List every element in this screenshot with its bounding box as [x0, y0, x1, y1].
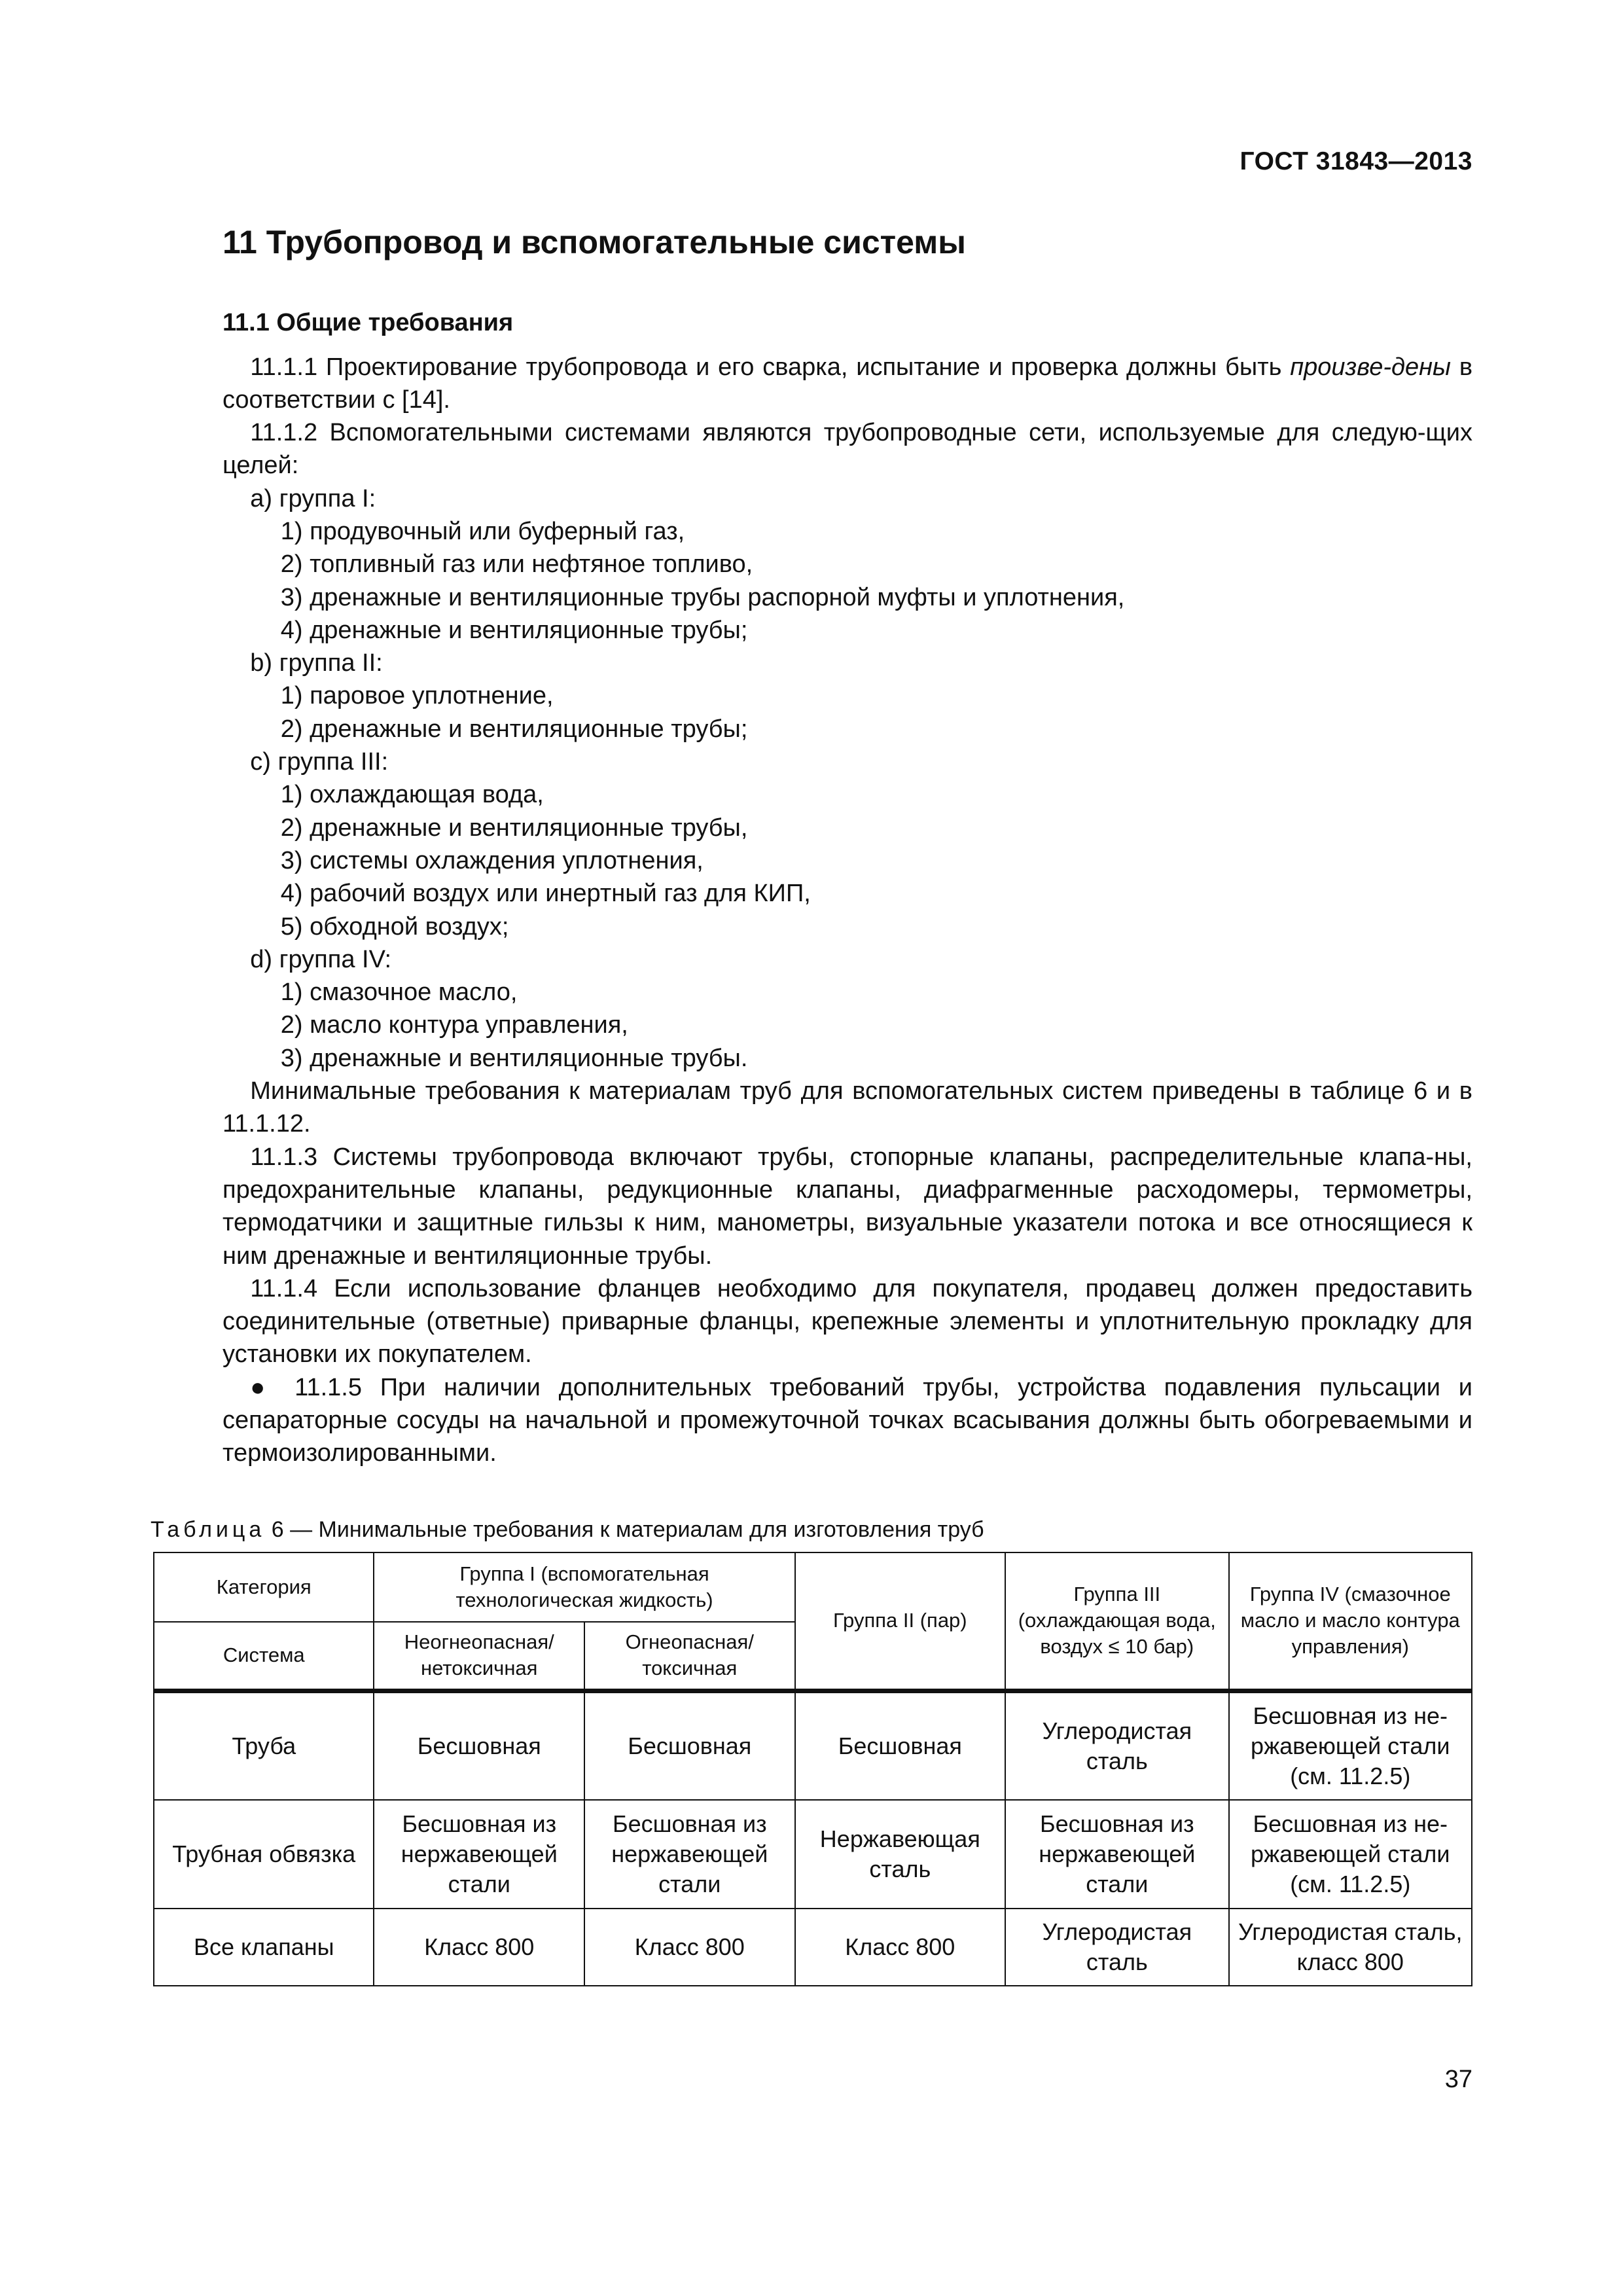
- table-cell: Бесшовная из нержавеющей стали: [584, 1800, 795, 1909]
- group-label: c) группа III:: [250, 748, 389, 776]
- list-item: 2) дренажные и вентиляционные трубы;: [280, 715, 748, 743]
- header-category: Категория: [154, 1552, 374, 1622]
- materials-table: [153, 1552, 1472, 1986]
- table-cell: Бесшовная из нержавеющей стали: [374, 1800, 584, 1909]
- table-cell: Класс 800: [584, 1909, 795, 1986]
- paragraph-text: в соответствии с [14].: [223, 353, 1473, 414]
- table-cell: Бесшовная из не-ржавеющей стали (см. 11.2.5): [1229, 1691, 1472, 1800]
- table-cell: Все клапаны: [154, 1909, 374, 1986]
- section-title: 11 Трубопровод и вспомогательные системы: [223, 224, 966, 260]
- paragraph-11-1-5: ● 11.1.5 При наличии дополнительных требований трубы, устройства подавления пульсации и сепараторные сосуды на начальной и промежуточной точках всасывания должны быть обогреваемыми и термоизолированными.: [223, 1373, 1472, 1467]
- paragraph-materials-note: Минимальные требования к материалам труб для вспомогательных систем приведены в таблице 6 и в 11.1.12.: [223, 1077, 1472, 1138]
- group-label: d) группа IV:: [250, 945, 392, 973]
- table-cell: Нержавеющая сталь: [795, 1800, 1006, 1909]
- table-cell: Бесшовная: [374, 1691, 584, 1800]
- page-content: [151, 223, 1473, 1986]
- table-row: [154, 1691, 1472, 1800]
- table-caption-word: Таблица: [151, 1516, 266, 1542]
- page-number: 37: [1444, 2066, 1472, 2093]
- paragraph-11-1-1: [223, 351, 1472, 417]
- table-cell: Бесшовная: [795, 1691, 1006, 1800]
- list-item: 1) смазочное масло,: [280, 978, 518, 1007]
- table-caption: [151, 1517, 1472, 1543]
- subsection-title: 11.1 Общие требования: [223, 309, 514, 336]
- paragraph-11-1-2: 11.1.2 Вспомогательными системами являются трубопроводные сети, используемые для следую-щих целей:: [223, 419, 1472, 480]
- paragraph-text: 11.1.1 Проектирование трубопровода и его сварка, испытание и проверка должны быть: [250, 353, 1291, 381]
- list-item: 3) системы охлаждения уплотнения,: [280, 846, 704, 874]
- table-cell: Бесшовная: [584, 1691, 795, 1800]
- table-cell: Труба: [154, 1691, 374, 1800]
- list-item: 1) паровое уплотнение,: [280, 682, 554, 710]
- list-item: 1) охлаждающая вода,: [280, 781, 544, 809]
- list-item: 1) продувочный или буферный газ,: [280, 517, 685, 545]
- list-item: 4) дренажные и вентиляционные трубы;: [280, 616, 748, 644]
- list-item: 4) рабочий воздух или инертный газ для КИП,: [280, 880, 811, 908]
- list-item: 3) дренажные и вентиляционные трубы.: [280, 1044, 748, 1072]
- header-group-1-flammable: Огнеопасная/ токсичная: [584, 1622, 795, 1691]
- table-cell: Класс 800: [795, 1909, 1006, 1986]
- header-group-3: Группа III (охлаждающая вода, воздух ≤ 10 бар): [1005, 1552, 1228, 1691]
- list-item: 2) топливный газ или нефтяное топливо,: [280, 550, 753, 579]
- table-row: [154, 1909, 1472, 1986]
- group-items: [223, 976, 1472, 1075]
- table-cell: Трубная обвязка: [154, 1800, 374, 1909]
- list-item: 2) масло контура управления,: [280, 1011, 628, 1039]
- italic-text: произве-дены: [1290, 353, 1451, 381]
- header-group-2: Группа II (пар): [795, 1552, 1006, 1691]
- auxiliary-groups-list: [223, 482, 1472, 1075]
- header-group-4: Группа IV (смазочное масло и масло контура управления): [1229, 1552, 1472, 1691]
- header-system: Система: [154, 1622, 374, 1691]
- header-group-1-nonflammable: Неогнеопасная/ нетоксичная: [374, 1622, 584, 1691]
- table-cell: Углеродистая сталь: [1005, 1691, 1228, 1800]
- list-item: 5) обходной воздух;: [280, 912, 509, 941]
- list-item: 2) дренажные и вентиляционные трубы,: [280, 814, 748, 842]
- group-items: [223, 515, 1472, 647]
- document-id: ГОСТ 31843—2013: [1240, 147, 1472, 175]
- table-cell: Углеродистая сталь: [1005, 1909, 1228, 1986]
- group-items: [223, 778, 1472, 942]
- header-group-1: Группа I (вспомогательная технологическая жидкость): [374, 1552, 794, 1622]
- group-label: b) группа II:: [250, 649, 383, 677]
- paragraph-11-1-4: 11.1.4 Если использование фланцев необходимо для покупателя, продавец должен предоставить соединительные (ответные) приварные фланцы, крепежные элементы и уплотнительную прокладку для установки их покупателем.: [223, 1274, 1472, 1369]
- table-cell: Класс 800: [374, 1909, 584, 1986]
- table-cell: Бесшовная из нержавеющей стали: [1005, 1800, 1228, 1909]
- table-cell: Углеродистая сталь, класс 800: [1229, 1909, 1472, 1986]
- paragraph-11-1-3: 11.1.3 Системы трубопровода включают трубы, стопорные клапаны, распределительные клапа-ны, предохранительные клапаны, редукционные клапаны, диафрагменные расходомеры, термометры, термодатчики и защитные гильзы к ним, манометры, визуальные указатели потока и все относящиеся к ним дренажные и вентиляционные трубы.: [223, 1143, 1472, 1270]
- table-cell: Бесшовная из не-ржавеющей стали (см. 11.2.5): [1229, 1800, 1472, 1909]
- table-caption-text: 6 — Минимальные требования к материалам для изготовления труб: [265, 1516, 984, 1542]
- group-items: [223, 679, 1472, 745]
- list-item: 3) дренажные и вентиляционные трубы распорной муфты и уплотнения,: [280, 583, 1125, 611]
- group-label: a) группа I:: [250, 484, 376, 512]
- table-row: [154, 1800, 1472, 1909]
